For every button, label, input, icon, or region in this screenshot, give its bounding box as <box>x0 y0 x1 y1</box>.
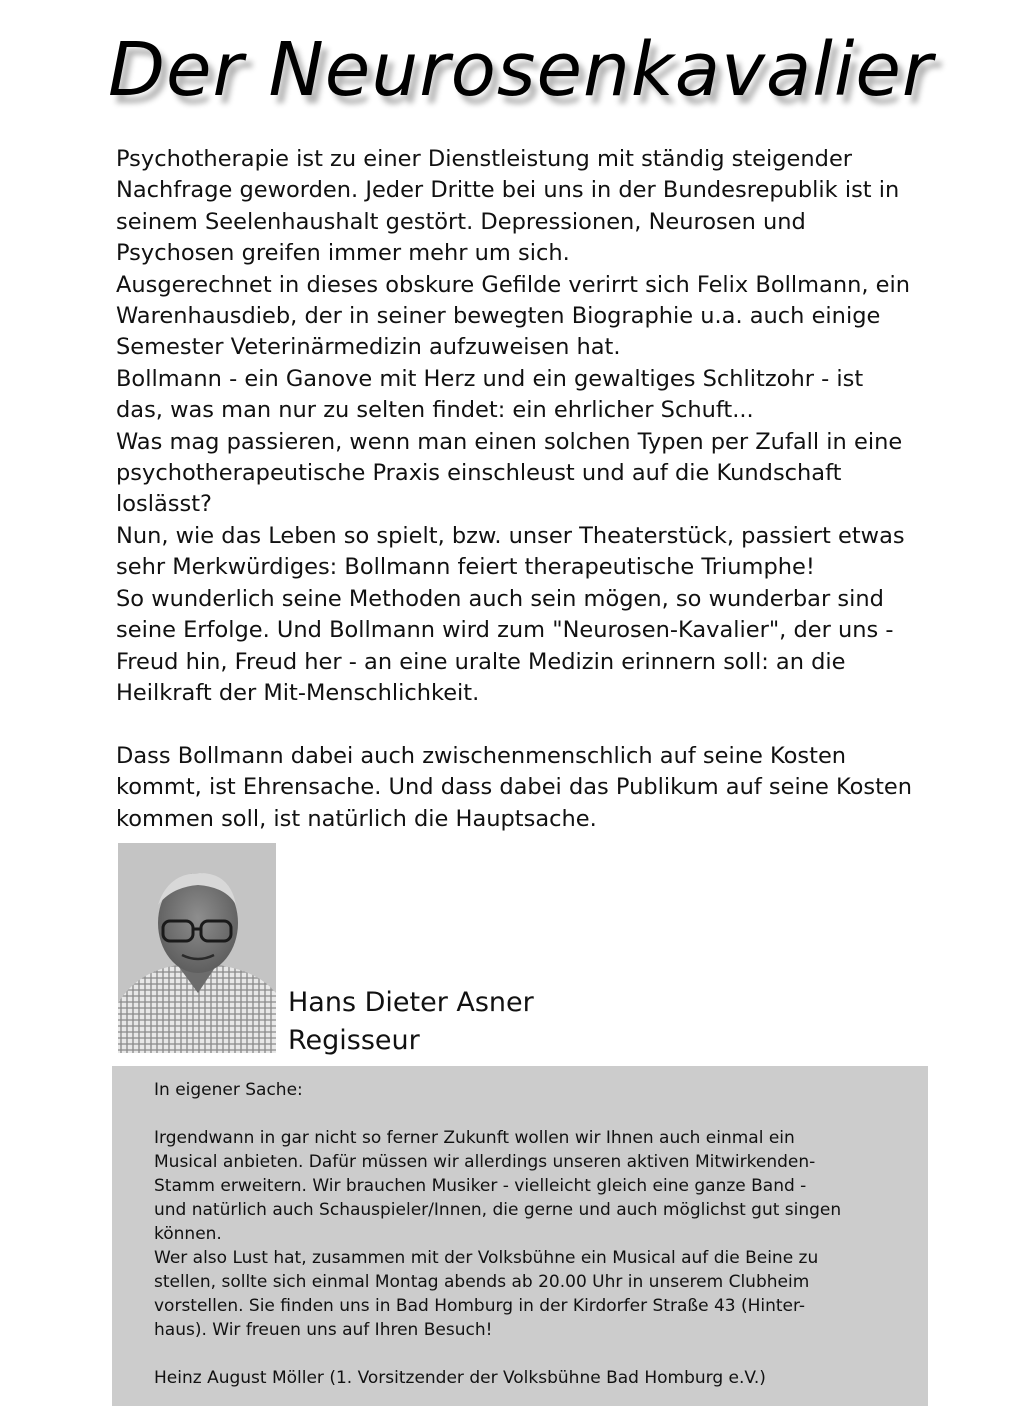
notice-line: Wer also Lust hat, zusammen mit der Volksbühne ein Musical auf die Beine zu <box>154 1248 819 1268</box>
notice-line: vorstellen. Sie finden uns in Bad Homburg in der Kirdorfer Straße 43 (Hinter- <box>154 1296 806 1316</box>
portrait-illustration <box>118 843 276 1053</box>
body-line: So wunderlich seine Methoden auch sein mögen, so wunderbar sind <box>116 585 884 612</box>
author-signature <box>288 984 534 1060</box>
body-line: Nun, wie das Leben so spielt, bzw. unser Theaterstück, passiert etwas <box>116 522 905 549</box>
body-line: seinem Seelenhaushalt gestört. Depressionen, Neurosen und <box>116 208 806 235</box>
author-photo <box>118 843 276 1053</box>
notice-line: stellen, sollte sich einmal Montag abends ab 20.00 Uhr in unserem Clubheim <box>154 1272 810 1292</box>
notice-heading: In eigener Sache: <box>154 1080 303 1100</box>
body-line: Psychotherapie ist zu einer Dienstleistung mit ständig steigender <box>116 146 853 172</box>
notice-line: können. <box>154 1224 222 1244</box>
body-line: Psychosen greifen immer mehr um sich. <box>116 240 570 267</box>
notice-line: Musical anbieten. Dafür müssen wir allerdings unseren aktiven Mitwirkenden- <box>154 1152 816 1172</box>
paragraph-gap <box>116 709 946 740</box>
body-line: sehr Merkwürdiges: Bollmann feiert therapeutische Triumphe! <box>116 554 815 581</box>
notice-signature: Heinz August Möller (1. Vorsitzender der Volksbühne Bad Homburg e.V.) <box>154 1368 766 1388</box>
body-line: Heilkraft der Mit-Menschlichkeit. <box>116 679 480 706</box>
body-line: loslässt? <box>116 491 212 518</box>
body-line: Semester Veterinärmedizin aufzuweisen hat. <box>116 334 621 361</box>
body-line: Nachfrage geworden. Jeder Dritte bei uns in der Bundesrepublik ist in <box>116 177 900 204</box>
body-line: Freud hin, Freud her - an eine uralte Medizin erinnern soll: an die <box>116 648 846 675</box>
notice-line: Irgendwann in gar nicht so ferner Zukunft wollen wir Ihnen auch einmal ein <box>154 1128 795 1148</box>
closing-line: kommen soll, ist natürlich die Hauptsache. <box>116 805 597 832</box>
body-line: seine Erfolge. Und Bollmann wird zum "Neurosen-Kavalier", der uns - <box>116 617 894 644</box>
notice-line: und natürlich auch Schauspieler/Innen, die gerne und auch möglichst gut singen <box>154 1200 842 1220</box>
body-line: Was mag passieren, wenn man einen solchen Typen per Zufall in eine <box>116 428 903 455</box>
body-line: das, was man nur zu selten findet: ein ehrlicher Schuft... <box>116 397 754 424</box>
body-line: psychotherapeutische Praxis einschleust und auf die Kundschaft <box>116 460 842 487</box>
closing-line: Dass Bollmann dabei auch zwischenmenschlich auf seine Kosten <box>116 742 847 769</box>
body-line: Bollmann - ein Ganove mit Herz und ein gewaltiges Schlitzohr - ist <box>116 365 864 392</box>
notice-box <box>112 1066 928 1406</box>
page-title: Der Neurosenkavalier <box>108 27 934 113</box>
paragraph-gap <box>154 1102 914 1126</box>
body-line: Ausgerechnet in dieses obskure Gefilde verirrt sich Felix Bollmann, ein <box>116 271 910 298</box>
article-body <box>116 144 946 835</box>
author-role: Regisseur <box>288 1025 420 1056</box>
author-name: Hans Dieter Asner <box>288 987 534 1018</box>
notice-line: haus). Wir freuen uns auf Ihren Besuch! <box>154 1320 493 1340</box>
closing-line: kommt, ist Ehrensache. Und dass dabei das Publikum auf seine Kosten <box>116 774 913 801</box>
body-line: Warenhausdieb, der in seiner bewegten Biographie u.a. auch einige <box>116 303 881 330</box>
notice-line: Stamm erweitern. Wir brauchen Musiker - vielleicht gleich eine ganze Band - <box>154 1176 807 1196</box>
paragraph-gap <box>154 1342 914 1366</box>
